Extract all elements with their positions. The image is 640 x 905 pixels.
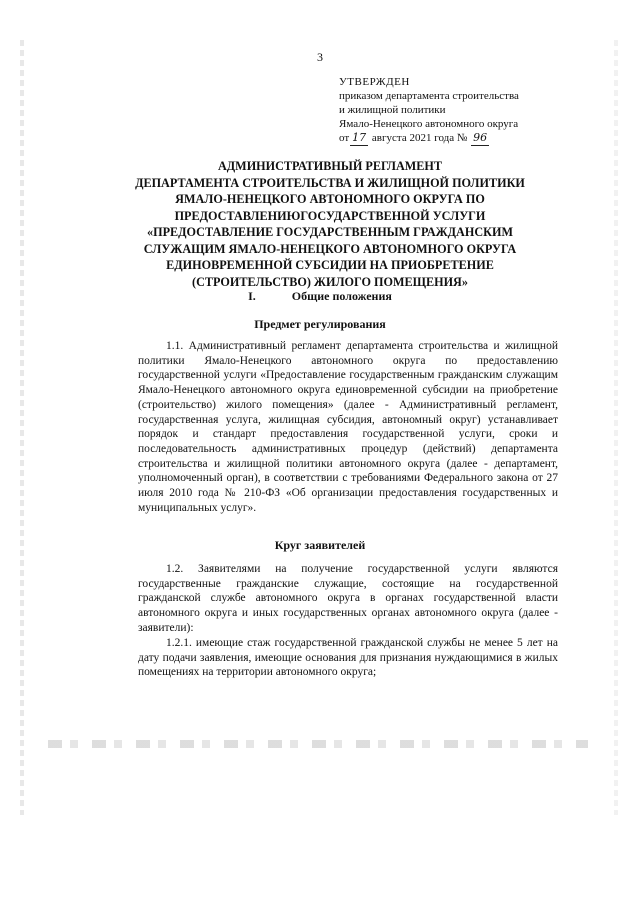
approval-line-2: и жилищной политики — [339, 104, 446, 116]
approval-line-1: приказом департамента строительства — [339, 90, 519, 102]
subheading-applicants: Круг заявителей — [274, 538, 366, 552]
title-line: ПРЕДОСТАВЛЕНИЮГОСУДАРСТВЕННОЙ УСЛУГИ — [174, 208, 486, 223]
approval-day-handwritten: 17 — [352, 131, 367, 144]
title-line: ДЕПАРТАМЕНТА СТРОИТЕЛЬСТВА И ЖИЛИЩНОЙ ПОЛИТИКИ — [135, 175, 525, 190]
title-line: «ПРЕДОСТАВЛЕНИЕ ГОСУДАРСТВЕННЫМ ГРАЖДАНСКИМ — [147, 225, 513, 239]
approval-number-handwritten: 96 — [473, 131, 488, 144]
paragraph-1-2-1: 1.2.1. имеющие стаж государственной гражданской службы не менее 5 лет на дату подачи заявления, имеющие основания для признания нуждающимися в жилых помещениях на территории автономного округа; — [138, 637, 558, 679]
title-line: ЕДИНОВРЕМЕННОЙ СУБСИДИИ НА ПРИОБРЕТЕНИЕ — [166, 258, 494, 272]
approval-line-3: Ямало-Ненецкого автономного округа — [339, 118, 519, 130]
scan-edge-left — [20, 40, 24, 815]
section-title: Общие положения — [291, 289, 392, 303]
paragraph-1-1: 1.1. Административный регламент департамента строительства и жилищной политики Ямало-Ненецкого автономного округа по предоставлению государственной услуги «Предоставление государственным гражданским служащим Ямало-Ненецкого автономного округа единовременной субсидии на приобретение (строительство) жилого помещения» (далее - Административный регламент, государственная услуга, жилищная субсидия, автономный округ) устанавливает порядок и стандарт предоставления государственной услуги, сроки и последовательность административных процедур (действий) департамента строительства и жилищной политики автономного округа (далее - департамент, уполномоченный орган), в соответствии с требованиями Федерального закона от 27 июля 2010 года № 210-ФЗ «Об организации предоставления государственных и муниципальных услуг». — [138, 340, 558, 514]
scan-edge-right — [614, 40, 618, 815]
approval-block — [339, 75, 579, 146]
approval-date-middle: августа 2021 года № — [371, 132, 468, 144]
title-line: АДМИНИСТРАТИВНЫЙ РЕГЛАМЕНТ — [218, 159, 442, 173]
paragraph-1-2: 1.2. Заявителями на получение государственной услуги являются государственные гражданские служащие, состоящие на государственной гражданской службе автономного округа в органах государственной власти автономного округа и иных государственных органах автономного округа (далее - заявители): — [138, 563, 558, 634]
section-heading — [0, 289, 640, 304]
approval-date-line — [339, 131, 579, 146]
scan-noise-line — [48, 740, 588, 748]
subheading-subject: Предмет регулирования — [254, 317, 386, 331]
page-number: 3 — [317, 50, 323, 64]
title-line: ЯМАЛО-НЕНЕЦКОГО АВТОНОМНОГО ОКРУГА ПО — [175, 192, 485, 206]
title-line: СЛУЖАЩИМ ЯМАЛО-НЕНЕЦКОГО АВТОНОМНОГО ОКРУГА — [143, 241, 517, 256]
approval-title: УТВЕРЖДЕН — [339, 76, 410, 88]
title-line: (СТРОИТЕЛЬСТВО) ЖИЛОГО ПОМЕЩЕНИЯ» — [192, 274, 468, 289]
section-number: I. — [248, 289, 256, 303]
approval-date-prefix: от — [339, 132, 350, 144]
document-title — [100, 158, 560, 290]
